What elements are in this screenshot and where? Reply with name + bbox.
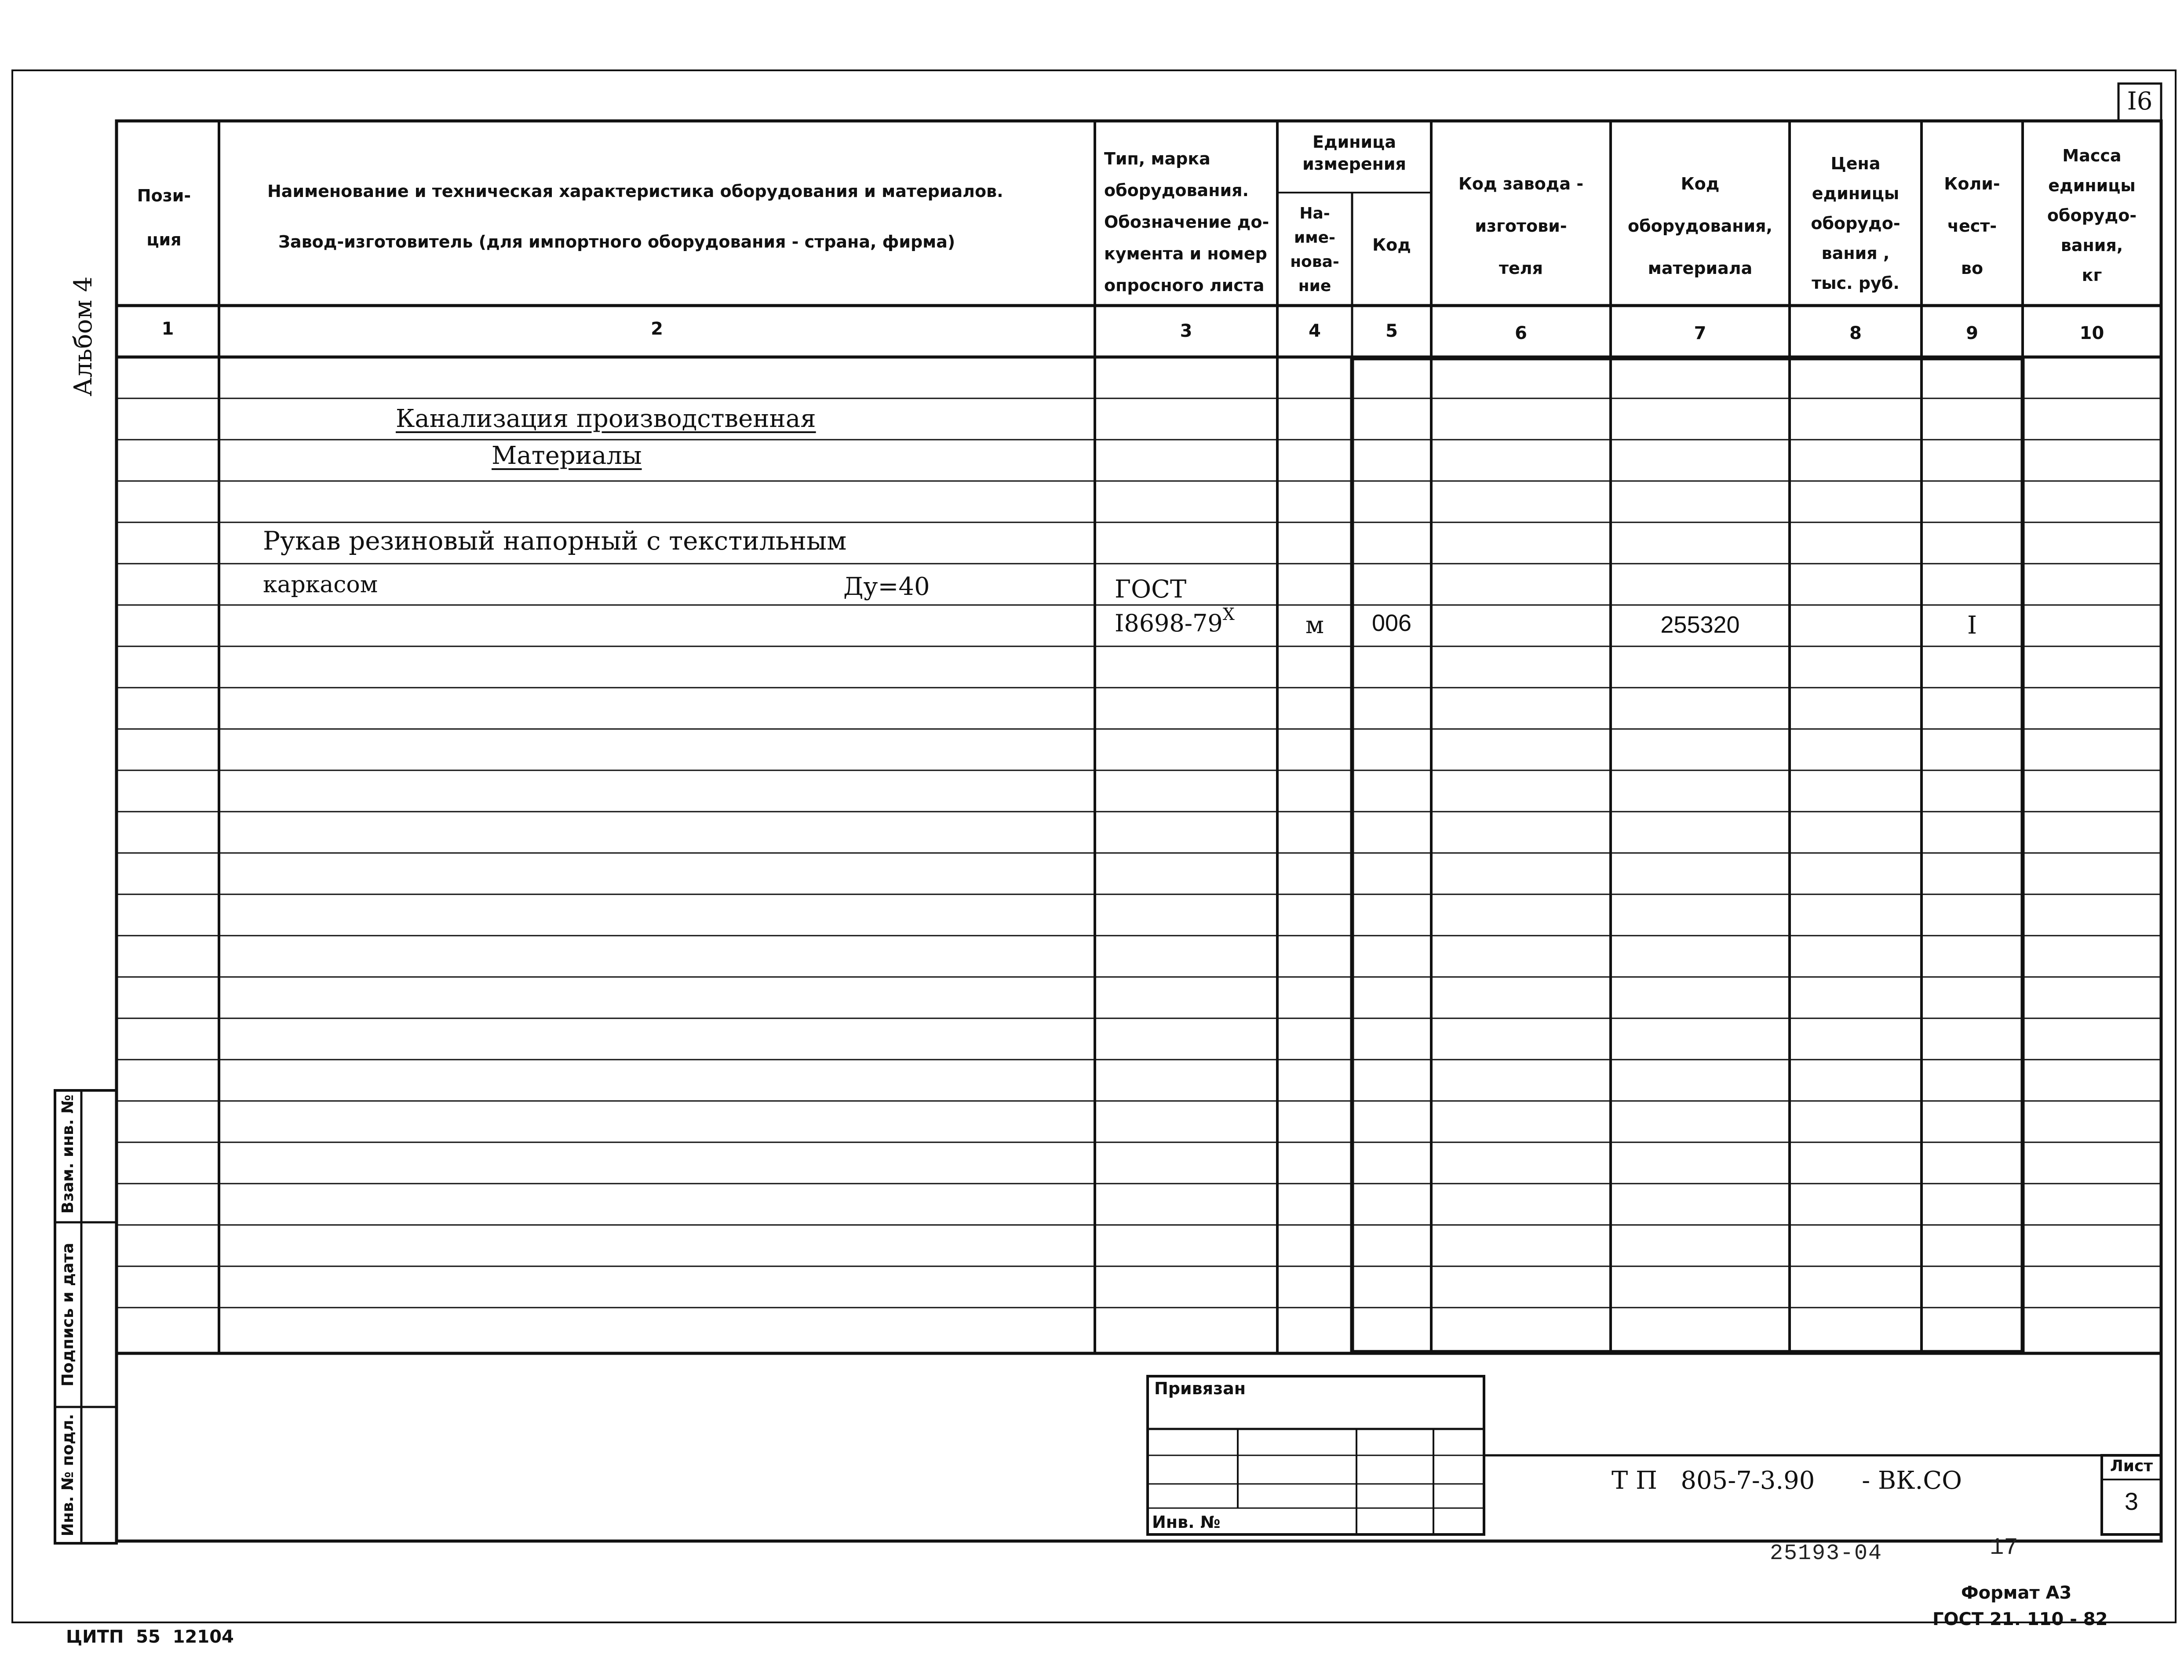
item-name-line1: Рукав резиновый напорный с текстильным	[263, 526, 847, 556]
header-col10-line: вания,	[2060, 236, 2123, 255]
title-block-privyazan: Привязан	[1154, 1379, 1246, 1398]
column-number: 1	[161, 319, 174, 339]
handwritten-code: 25193-04	[1770, 1541, 1883, 1566]
sheet-label: Лист	[2110, 1457, 2153, 1475]
title-block-inv-no: Инв. №	[1152, 1512, 1221, 1532]
header-col10-line: единицы	[2048, 176, 2136, 195]
header-col10-line: кг	[2082, 266, 2102, 285]
header-unit-line: измерения	[1302, 154, 1406, 174]
album-label: Альбом 4	[69, 276, 98, 397]
header-col8-line: единицы	[1812, 184, 1900, 203]
header-col6-line: изготови-	[1475, 216, 1567, 236]
side-stamp-vzam-inv: Взам. инв. №	[59, 1094, 77, 1214]
item-unit: м	[1305, 611, 1324, 639]
document-designation: Т П 805-7-3.90 - ВК.СО	[1612, 1466, 1962, 1495]
gost-standard: ГОСТ 21. 110 - 82	[1932, 1609, 2108, 1629]
header-col8-line: тыс. руб.	[1812, 273, 1900, 293]
header-col7-line: оборудования,	[1628, 216, 1772, 236]
item-doc-number	[1115, 605, 1235, 637]
item-name-line2: каркасом	[263, 572, 378, 598]
header-col6-line: Код завода -	[1458, 174, 1584, 193]
column-number: 9	[1966, 323, 1978, 343]
item-material-code: 255320	[1660, 612, 1740, 638]
header-col4-line: нова-	[1290, 253, 1339, 271]
header-col5-unit-code: Код	[1372, 235, 1411, 255]
header-col9-line: Коли-	[1944, 174, 2000, 193]
header-col2-line: Наименование и техническая характеристика оборудования и материалов.	[267, 182, 1003, 201]
side-stamp-inv-podl: Инв. № подл.	[59, 1414, 77, 1537]
header-col4-unit-name	[1277, 201, 1352, 298]
handwritten-number: 17	[1990, 1534, 2018, 1561]
section-subtitle: Материалы	[492, 441, 642, 470]
header-col8-price	[1790, 149, 1921, 298]
header-col3-line: Тип, марка	[1104, 149, 1210, 168]
header-col4-line: На-	[1299, 204, 1330, 222]
section-title: Канализация производственная	[396, 405, 816, 433]
header-unit-line: Единица	[1313, 132, 1396, 152]
side-stamp-podpis-data: Подпись и дата	[59, 1243, 77, 1387]
header-col3-line: опросного листа	[1104, 276, 1265, 295]
header-col1-position	[131, 174, 197, 262]
header-col9-quantity	[1921, 163, 2023, 289]
header-col2-line: Завод-изготовитель (для импортного оборудования - страна, фирма)	[278, 232, 955, 251]
sheet-corner-number: I6	[2127, 87, 2153, 116]
header-col3-line: кумента и номер	[1104, 244, 1267, 263]
header-col7-line: материала	[1648, 259, 1753, 278]
item-doc-superscript: X	[1222, 605, 1235, 624]
header-col9-line: чест-	[1947, 216, 1997, 236]
header-col3-line: Обозначение до-	[1104, 212, 1269, 232]
item-nominal-diameter: Ду=40	[843, 572, 930, 601]
header-col4-line: име-	[1294, 229, 1335, 247]
header-col6-line: теля	[1499, 259, 1543, 278]
header-unit-of-measure	[1277, 131, 1431, 175]
header-col8-line: Цена	[1830, 154, 1881, 173]
item-doc-number-text: I8698-79	[1115, 609, 1223, 637]
header-col8-line: вания ,	[1821, 244, 1890, 263]
header-col1-line: Пози-	[137, 186, 191, 205]
column-number: 8	[1849, 323, 1862, 343]
header-col7-line: Код	[1681, 174, 1720, 193]
column-number: 3	[1180, 321, 1192, 341]
header-col4-line: ние	[1298, 277, 1331, 295]
item-quantity: I	[1967, 611, 1977, 640]
item-doc-gost: ГОСТ	[1115, 575, 1187, 604]
header-col8-line: оборудо-	[1811, 214, 1900, 233]
header-col2-name	[219, 166, 1095, 267]
header-col3-line: оборудования.	[1104, 181, 1249, 200]
column-number: 7	[1694, 323, 1706, 343]
header-col7-equipment-code	[1611, 163, 1790, 289]
column-number: 6	[1515, 323, 1527, 343]
paper-format: Формат А3	[1961, 1583, 2072, 1603]
item-unit-code: 006	[1371, 610, 1412, 636]
column-number: 10	[2079, 323, 2104, 343]
printer-mark: ЦИТП 55 12104	[66, 1627, 234, 1647]
column-number: 5	[1386, 321, 1398, 341]
header-col10-line: оборудо-	[2047, 206, 2137, 225]
header-col10-line: Масса	[2062, 146, 2122, 165]
column-number: 4	[1309, 321, 1321, 341]
header-col9-line: во	[1961, 259, 1983, 278]
header-col1-line: ция	[146, 230, 182, 249]
header-col3-type	[1097, 143, 1277, 301]
header-col10-mass	[2023, 141, 2161, 290]
header-col6-factory-code	[1431, 163, 1611, 289]
sheet-number: 3	[2124, 1487, 2139, 1515]
column-number: 2	[651, 319, 663, 339]
